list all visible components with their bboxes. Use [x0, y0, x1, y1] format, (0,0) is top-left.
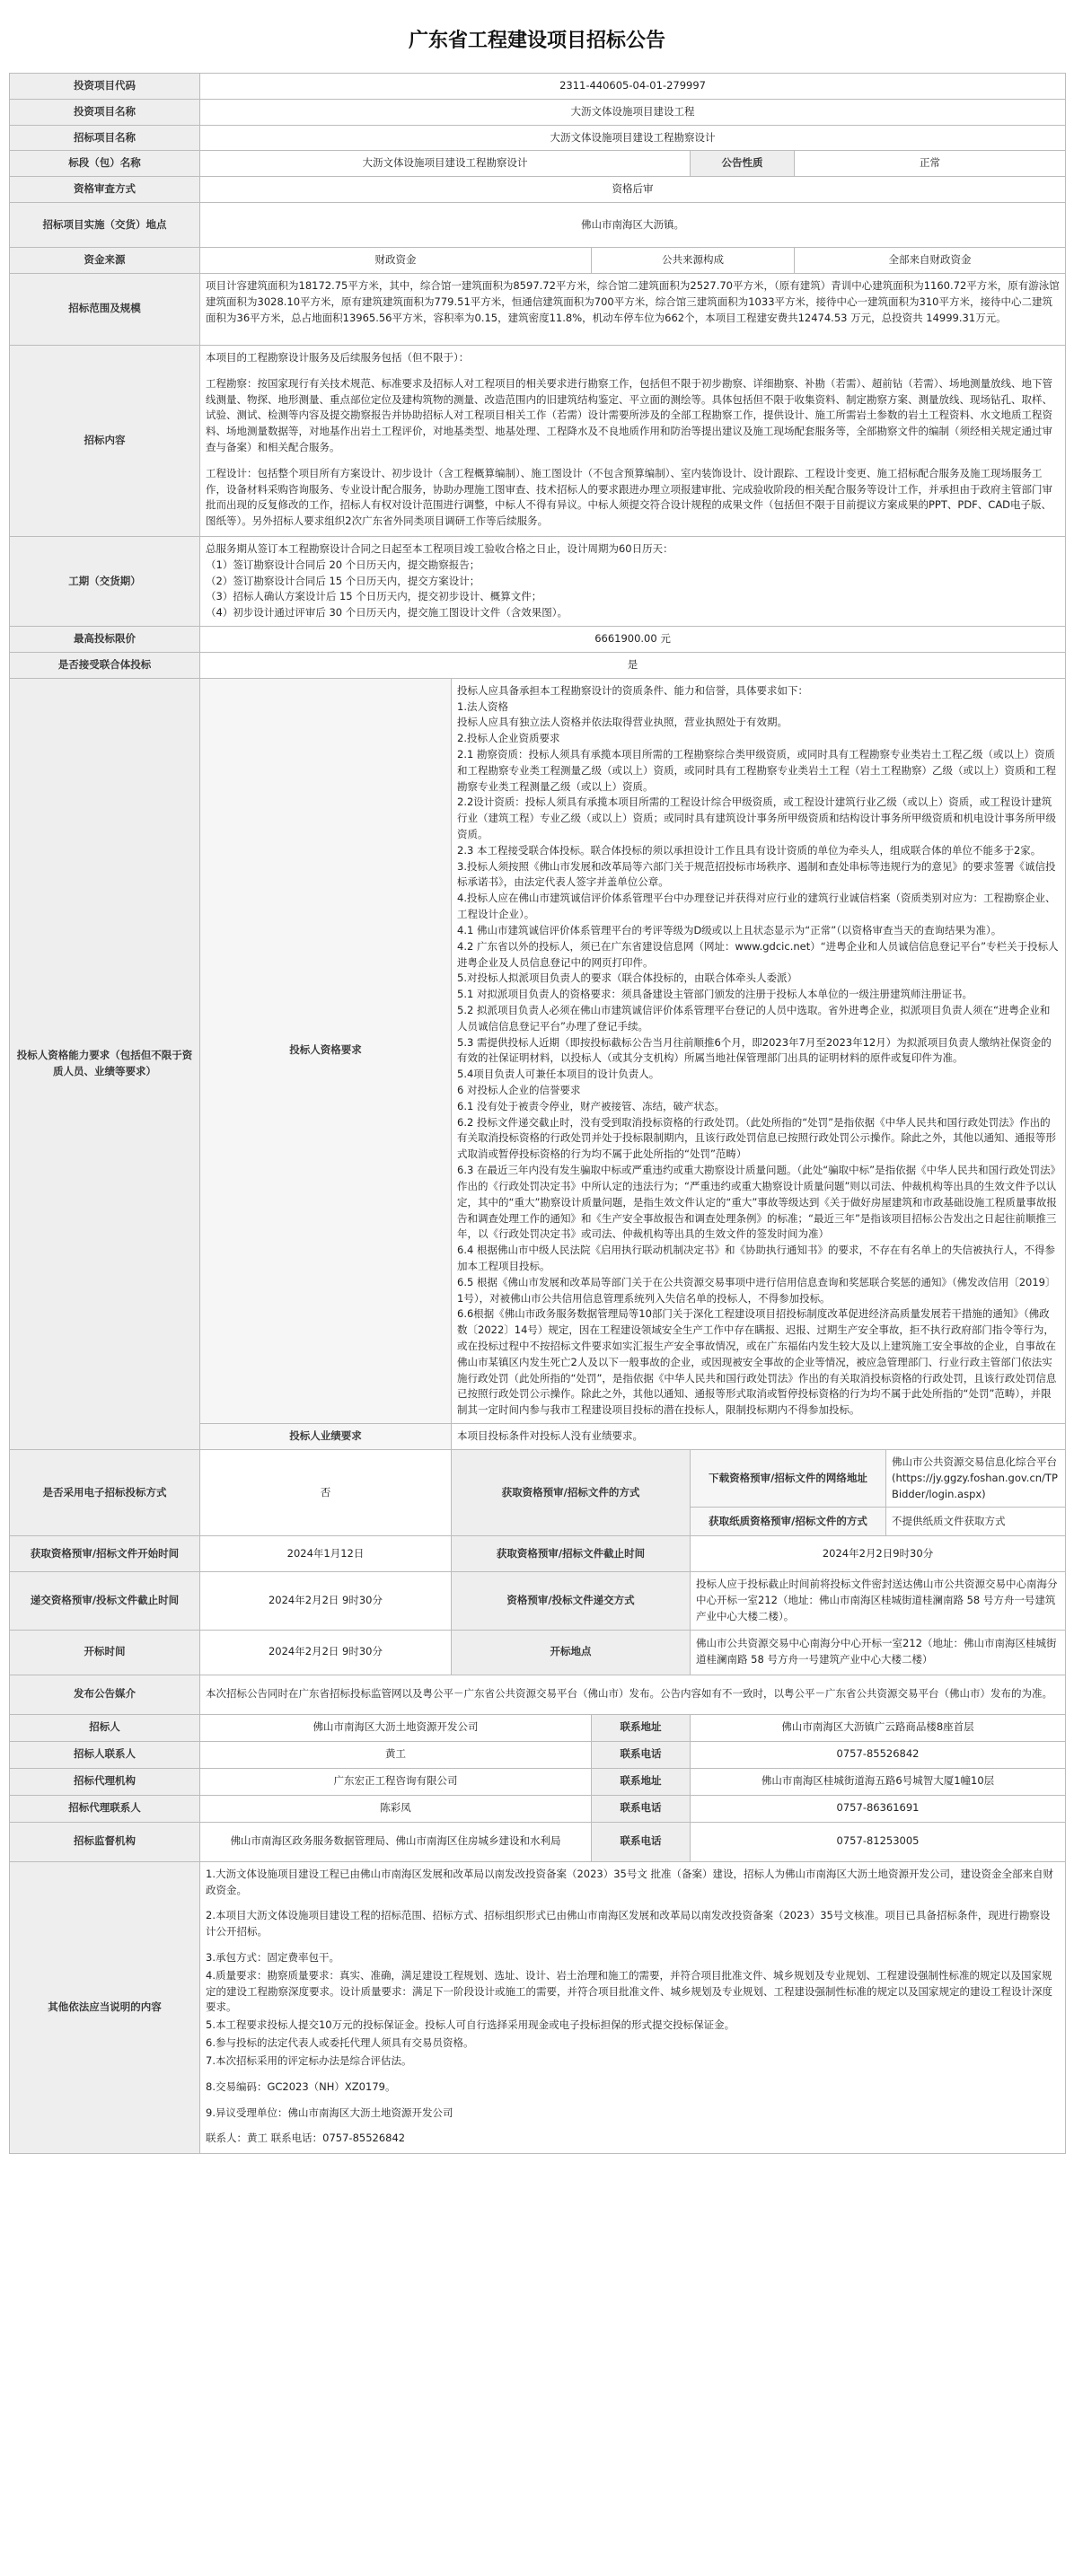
req-line: 2.2设计资质：投标人须具有承揽本项目所需的工程设计综合甲级资质，或工程设计建筑行业乙级（或以上）资质，或工程设计建筑行业（建筑工程）专业乙级（或以上）资质；或同时具有建筑设计事务所甲级资质和结构设计事务所甲级资质和机电设计事务所甲级资质。 [457, 796, 1056, 840]
row-max-price [10, 627, 1066, 653]
label-max-price: 最高投标限价 [10, 627, 200, 653]
value-tenderer-phone: 0757-85526842 [691, 1741, 1066, 1768]
value-download-addr: 佛山市公共资源交易信息化综合平台(https://jy.ggzy.foshan.gov.cn/TPBidder/login.aspx) [886, 1449, 1066, 1507]
label-project-name: 投资项目名称 [10, 99, 200, 125]
other-line: 1.大沥文体设施项目建设工程已由佛山市南海区发展和改革局以南发改投资备案（2023）35号文 批准（备案）建设，招标人为佛山市南海区大沥土地资源开发公司，建设资金全部来自财政资金。 [206, 1867, 1054, 1896]
label-content: 招标内容 [10, 345, 200, 536]
row-section [10, 151, 1066, 177]
req-line: 6 对投标人企业的信誉要求 [457, 1084, 581, 1096]
label-bidder-perf: 投标人业绩要求 [200, 1424, 452, 1450]
label-download-addr: 下载资格预审/招标文件的网络地址 [691, 1449, 886, 1507]
req-line: 1.法人资格 [457, 699, 508, 713]
value-tenderer-contact: 黄工 [200, 1741, 592, 1768]
row-supervisor [10, 1822, 1066, 1861]
req-line: 5.3 需提供投标人近期（即按投标截标公告当月往前顺推6个月，即2023年7月至2023年12月）为拟派项目负责人缴纳社保资金的有效的社保证明材料，以投标人（或其分支机构）所属当地社保管理部门出具的证明材料的原件或复印件为准。 [457, 1035, 1052, 1065]
row-period [10, 537, 1066, 627]
value-funding-source: 全部来自财政资金 [795, 248, 1066, 274]
value-location: 佛山市南海区大沥镇。 [200, 203, 1066, 248]
label-get-end: 获取资格预审/招标文件截止时间 [452, 1536, 691, 1572]
label-project-code: 投资项目代码 [10, 74, 200, 100]
label-e-bid: 是否采用电子招标投标方式 [10, 1449, 200, 1535]
content-line: 工程勘察：按国家现行有关技术规范、标准要求及招标人对工程项目的相关要求进行勘察工作，包括但不限于初步勘察、详细勘察、补勘（若需）、超前钻（若需）、场地测量放线、地下管线测量、物探、地形测量、重点部位定位及建构筑物的测量、改造范围内的旧建筑结构鉴定、平立面的测绘等。具体包括但不限于收集资料、制定勘察方案、测量放线、现场钻孔、取样、试验、测试、检测等内容及提交勘察报告并协助招标人对工程项目相关工作（若需）设计需要所涉及的全部工程勘察工作，提供设计、施工所需岩土参数的岩土工程资料、水文地质工程资料、场地测量数据等，对地基作出岩土工程评价，对地基类型、地基处理、工程降水及不良地质作用和防治等提出建议及施工现场配套服务等，全部勘察文件的编制（须经相关规定通过审查与备案）和相关配合服务。 [206, 376, 1052, 453]
row-consortium [10, 652, 1066, 678]
req-line: 3.投标人须按照《佛山市发展和改革局等六部门关于规范招投标市场秩序、遏制和查处串标等违规行为的意见》的要求签署《诚信投标承诺书》，由法定代表人签字并盖单位公章。 [457, 859, 1056, 889]
row-scope [10, 273, 1066, 345]
label-period: 工期（交货期） [10, 537, 200, 627]
row-media [10, 1675, 1066, 1714]
other-line: 5.本工程要求投标人提交10万元的投标保证金。投标人可自行选择采用现金或电子投标担保的形式提交投标保证金。 [206, 2018, 735, 2032]
req-line: 2.3 本工程接受联合体投标。联合体投标的须以承担设计工作且具有设计资质的单位为牵头人，组成联合体的单位不能多于2家。 [457, 843, 1042, 857]
value-submit-method: 投标人应于投标截止时间前将投标文件密封送达佛山市公共资源交易中心南海分中心开标一室212（地址：佛山市南海区桂城街道桂澜南路 58 号方舟一号建筑产业中心大楼二楼）。 [691, 1572, 1066, 1630]
value-submit-deadline: 2024年2月2日 9时30分 [200, 1572, 452, 1630]
label-agency-phone: 联系电话 [592, 1795, 691, 1822]
row-open [10, 1630, 1066, 1675]
value-tender-project: 大沥文体设施项目建设工程勘察设计 [200, 125, 1066, 151]
label-funding: 资金来源 [10, 248, 200, 274]
value-project-code: 2311-440605-04-01-279997 [200, 74, 1066, 100]
row-tenderer-contact [10, 1741, 1066, 1768]
label-paper-method: 获取纸质资格预审/招标文件的方式 [691, 1508, 886, 1536]
other-line: 联系人：黄工 联系电话：0757-85526842 [206, 2132, 406, 2145]
value-consortium: 是 [200, 652, 1066, 678]
value-paper-method: 不提供纸质文件获取方式 [886, 1508, 1066, 1536]
period-line: （3）招标人确认方案设计后 15 个日历天内，提交初步设计、概算文件； [206, 590, 542, 603]
value-max-price: 6661900.00 元 [200, 627, 1066, 653]
row-funding [10, 248, 1066, 274]
req-line: 5.1 对拟派项目负责人的资格要求：须具备建设主管部门颁发的注册于投标人本单位的一级注册建筑师注册证书。 [457, 988, 973, 1001]
row-project-code [10, 74, 1066, 100]
req-line: 6.3 在最近三年内没有发生骗取中标或严重违约或重大勘察设计质量问题。（此处“骗取中标”是指依据《中华人民共和国行政处罚法》作出的《行政处罚决定书》中所认定的违法行为；“严重违约或重大勘察设计质量问题”则以司法、仲裁机构等出具的生效文件予以认定，其中的“重大”勘察设计质量问题，是指生效文件认定的“重大”事故等级达到《关于做好房屋建筑和市政基础设施工程质量事故报告和调查处理工作的通知》和《生产安全事故报告和调查处理条例》的标准；“最近三年”是指该项目招标公告发出之日起往前顺推三年，以《行政处罚决定书》或司法、仲裁机构等出具的生效文件的签发时间为准） [457, 1164, 1057, 1241]
period-line: （4）初步设计通过评审后 30 个日历天内，提交施工图设计文件（含效果图）。 [206, 606, 568, 620]
req-line: 2.1 勘察资质：投标人须具有承揽本项目所需的工程勘察综合类甲级资质，或同时具有工程勘察专业类岩土工程乙级（或以上）资质和工程勘察专业类工程测量乙级（或以上）资质，或同时具有工程勘察专业类岩土工程（岩土工程勘察）乙级（或以上）资质和工程勘察专业类工程测量乙级（或以上）资质。 [457, 747, 1056, 793]
value-agency-contact: 陈彩凤 [200, 1795, 592, 1822]
req-line: 5.4项目负责人可兼任本项目的设计负责人。 [457, 1068, 660, 1081]
content-line: 本项目的工程勘察设计服务及后续服务包括（但不限于）： [206, 350, 470, 364]
notice-table [9, 73, 1066, 2154]
other-line: 3.承包方式：固定费率包干。 [206, 1951, 339, 1964]
label-qualification: 资格审查方式 [10, 177, 200, 203]
label-requirements: 投标人资格能力要求（包括但不限于资质人员、业绩等要求） [10, 678, 200, 1449]
req-line: 6.2 投标文件递交截止时，没有受到取消投标资格的行政处罚。（此处所指的“处罚”是指依据《中华人民共和国行政处罚法》作出的有关取消投标资格的行政处罚并处于投标限制期内，且该行政处罚信息已按照行政处罚公示操作。除此之外，其他以通知、通报等形式取消或暂停投标资格的行为均不属于此处所指的“处罚”范畴） [457, 1115, 1056, 1161]
value-open-place: 佛山市公共资源交易中心南海分中心开标一室212（地址：佛山市南海区桂城街道桂澜南路 58 号方舟一号建筑产业中心大楼二楼） [691, 1630, 1066, 1675]
req-line: 5.2 拟派项目负责人必须在佛山市建筑诚信评价体系管理平台登记的人员中选取。省外进粤企业，拟派项目负责人须在“进粤企业和人员诚信信息登记平台”办理了登记手续。 [457, 1003, 1051, 1033]
row-e-bid-1 [10, 1449, 1066, 1507]
row-submit [10, 1572, 1066, 1630]
value-agency-phone: 0757-86361691 [691, 1795, 1066, 1822]
value-get-start: 2024年1月12日 [200, 1536, 452, 1572]
value-tenderer-address: 佛山市南海区大沥镇广云路商品楼8座首层 [691, 1714, 1066, 1741]
value-project-name: 大沥文体设施项目建设工程 [200, 99, 1066, 125]
label-get-start: 获取资格预审/招标文件开始时间 [10, 1536, 200, 1572]
value-bidder-perf: 本项目投标条件对投标人没有业绩要求。 [452, 1424, 1066, 1450]
label-section: 标段（包）名称 [10, 151, 200, 177]
value-agency-address: 佛山市南海区桂城街道海五路6号城智大厦1幢10层 [691, 1768, 1066, 1795]
other-line: 4.质量要求：勘察质量要求：真实、准确，满足建设工程规划、选址、设计、岩土治理和施工的需要，并符合项目批准文件、城乡规划及专业规划、工程建设强制性标准的规定以及国家规定的建设工程勘察深度要求。设计质量要求：满足下一阶段设计或施工的需要，并符合项目批准文件、城乡规划及专业规划、工程建设强制性标准的规定以及国家规定的建设工程设计深度要求。 [206, 1968, 1052, 2014]
row-tenderer [10, 1714, 1066, 1741]
label-agency-address: 联系地址 [592, 1768, 691, 1795]
value-notice-nature: 正常 [795, 151, 1066, 177]
value-media: 本次招标公告同时在广东省招标投标监管网以及粤公平－广东省公共资源交易平台（佛山市）发布。公告内容如有不一致时，以粤公平－广东省公共资源交易平台（佛山市）发布的为准。 [200, 1675, 1066, 1714]
row-content [10, 345, 1066, 536]
req-line: 6.5 根据《佛山市发展和改革局等部门关于在公共资源交易事项中进行信用信息查询和奖惩联合奖惩的通知》（佛发改信用〔2019〕1号），对被佛山市公共信用信息管理系统列入失信名单的投标人，不得参加投标。 [457, 1275, 1056, 1305]
req-line: 4.1 佛山市建筑诚信评价体系管理平台的考评等级为D级或以上且状态显示为“正常”（以资格审查当天的查询结果为准）。 [457, 923, 1002, 936]
period-line: （1）签订勘察设计合同后 20 个日历天内，提交勘察报告； [206, 558, 480, 571]
label-tenderer: 招标人 [10, 1714, 200, 1741]
label-other: 其他依法应当说明的内容 [10, 1861, 200, 2153]
label-submit-method: 资格预审/投标文件递交方式 [452, 1572, 691, 1630]
label-open-time: 开标时间 [10, 1630, 200, 1675]
other-line: 8.交易编码：GC2023（NH）XZ0179。 [206, 2079, 396, 2093]
label-notice-nature: 公告性质 [691, 151, 795, 177]
row-get-time [10, 1536, 1066, 1572]
value-supervisor: 佛山市南海区政务服务数据管理局、佛山市南海区住房城乡建设和水利局 [200, 1822, 592, 1861]
label-tender-project: 招标项目名称 [10, 125, 200, 151]
label-location: 招标项目实施（交货）地点 [10, 203, 200, 248]
req-line: 投标人应具备承担本工程勘察设计的资质条件、能力和信誉，具体要求如下： [457, 683, 808, 697]
req-line: 6.1 没有处于被责令停业，财产被接管、冻结，破产状态。 [457, 1099, 725, 1112]
other-line: 6.参与投标的法定代表人或委托代理人须具有交易员资格。 [206, 2036, 474, 2050]
req-line: 6.6根据《佛山市政务服务数据管理局等10部门关于深化工程建设项目招投标制度改革促进经济高质量发展若干措施的通知》（佛政数〔2022〕14号）规定，因在工程建设领域安全生产工作中存在瞒报、迟报、过期生产安全事故，拒不执行政府部门指令等行为，或在投标过程中不按招标文件要求如实汇报生产安全事故情况，或在广东福佑内发生较大及以上建筑施工安全事故的企业，自事故在佛山市某镇区内发生死亡2人及以下一般事故的企业，或因现被安全事故的企业等情况，被应急管理部门、行业行政主管部门依法实施行政处罚（此处所指的“处罚”，是指依据《中华人民共和国行政处罚法》作出的有关取消投标资格的行政处罚，且该行政处罚信息已按照行政处罚公示操作。除此之外，其他以通知、通报等形式取消或暂停投标资格的行为均不属于此处所指的“处罚”范畴），并限制其一定时间内参与我市工程建设项目投标的潜在投标人，限制投标期内不得参加投标。 [457, 1307, 1057, 1417]
req-line: 4.投标人应在佛山市建筑诚信评价体系管理平台中办理登记并获得对应行业的建筑行业诚信档案（资质类别对应为：工程勘察企业、工程设计企业）。 [457, 892, 1056, 921]
value-get-end: 2024年2月2日9时30分 [691, 1536, 1066, 1572]
value-funding-structure: 公共来源构成 [592, 248, 795, 274]
value-open-time: 2024年2月2日 9时30分 [200, 1630, 452, 1675]
value-supervisor-phone: 0757-81253005 [691, 1822, 1066, 1861]
label-tenderer-contact: 招标人联系人 [10, 1741, 200, 1768]
label-agency-contact: 招标代理联系人 [10, 1795, 200, 1822]
value-content [200, 345, 1066, 536]
label-bidder-req: 投标人资格要求 [200, 678, 452, 1423]
label-open-place: 开标地点 [452, 1630, 691, 1675]
value-qualification: 资格后审 [200, 177, 1066, 203]
value-agency: 广东宏正工程咨询有限公司 [200, 1768, 592, 1795]
period-line: 总服务期从签订本工程勘察设计合同之日起至本工程项目竣工验收合格之日止，设计周期为60日历天： [206, 542, 673, 555]
value-tenderer: 佛山市南海区大沥土地资源开发公司 [200, 1714, 592, 1741]
row-agency-contact [10, 1795, 1066, 1822]
value-funding-type: 财政资金 [200, 248, 592, 274]
req-line: 4.2 广东省以外的投标人，须已在广东省建设信息网（网址：www.gdcic.net）“进粤企业和人员诚信信息登记平台”专栏关于投标人进粤企业及人员信息登记中的网页打印件。 [457, 939, 1059, 969]
content-line: 工程设计：包括整个项目所有方案设计、初步设计（含工程概算编制）、施工图设计（不包含预算编制）、室内装饰设计、设计跟踪、工程设计变更、施工招标配合服务及施工现场服务工作，设备材料采购咨询服务、专业设计配合服务，协助办理施工图审查、技术招标人的要求跟进办理立项报建审批、完成验收阶段的相关配合服务等设计工作，并承担由于政府主管部门审批而出现的反复修改的工作，招标人有权对设计范围进行调整，中标人不得有异议。中标人须提交符合设计规程的成果文件（包括但不限于目前提议方案成果的PPT、PDF、CAD电子版、图纸等）。另外招标人要求组织2次广东省外同类项目调研工作等后续服务。 [206, 466, 1052, 528]
value-scope: 项目计容建筑面积为18172.75平方米，其中，综合馆一建筑面积为8597.72平方米，综合馆二建筑面积为2527.70平方米，（原有建筑）青训中心建筑面积为1160.72平方米，原有游泳馆建筑面积为3028.10平方米，原有建筑建筑面积为779.51平方米，恒通信建筑面积为700平方米，综合馆三建筑面积为1033平方米，接待中心一建筑面积为310平方米，接待中心二建筑面积为36平方米，总占地面积13965.56平方米，容积率为0.15，建筑密度11.8%，机动车停车位为662个，本项目工程建安费共12474.53 万元，总投资共 14999.31万元。 [200, 273, 1066, 345]
label-get-method: 获取资格预审/招标文件的方式 [452, 1449, 691, 1535]
row-agency [10, 1768, 1066, 1795]
label-tenderer-phone: 联系电话 [592, 1741, 691, 1768]
row-tender-project [10, 125, 1066, 151]
req-line: 2.投标人企业资质要求 [457, 732, 560, 745]
req-line: 6.4 根据佛山市中级人民法院《启用执行联动机制决定书》和《协助执行通知书》的要求，不存在有名单上的失信被执行人，不得参加本工程项目投标。 [457, 1244, 1055, 1272]
page-title: 广东省工程建设项目招标公告 [408, 30, 665, 52]
period-line: （2）签订勘察设计合同后 15 个日历天内，提交方案设计； [206, 574, 480, 587]
label-media: 发布公告媒介 [10, 1675, 200, 1714]
label-supervisor: 招标监督机构 [10, 1822, 200, 1861]
row-bidder-req [10, 678, 1066, 1423]
value-other [200, 1861, 1066, 2153]
label-scope: 招标范围及规模 [10, 273, 200, 345]
value-period [200, 537, 1066, 627]
row-other [10, 1861, 1066, 2153]
label-submit-deadline: 递交资格预审/投标文件截止时间 [10, 1572, 200, 1630]
row-qualification [10, 177, 1066, 203]
label-consortium: 是否接受联合体投标 [10, 652, 200, 678]
req-line: 5.对投标人拟派项目负责人的要求（联合体投标的，由联合体牵头人委派） [457, 971, 797, 985]
row-location [10, 203, 1066, 248]
value-bidder-req [452, 678, 1066, 1423]
value-section: 大沥文体设施项目建设工程勘察设计 [200, 151, 691, 177]
label-agency: 招标代理机构 [10, 1768, 200, 1795]
req-line: 投标人应具有独立法人资格并依法取得营业执照，营业执照处于有效期。 [457, 716, 788, 729]
other-line: 7.本次招标采用的评定标办法是综合评估法。 [206, 2053, 412, 2067]
row-project-name [10, 99, 1066, 125]
label-supervisor-phone: 联系电话 [592, 1822, 691, 1861]
other-line: 9.异议受理单位：佛山市南海区大沥土地资源开发公司 [206, 2106, 453, 2119]
other-line: 2.本项目大沥文体设施项目建设工程的招标范围、招标方式、招标组织形式已由佛山市南海区发展和改革局以南发改投资备案（2023）35号文核准。项目已具备招标条件，现进行勘察设计公开招标。 [206, 1909, 1051, 1939]
label-tenderer-address: 联系地址 [592, 1714, 691, 1741]
value-e-bid: 否 [200, 1449, 452, 1535]
